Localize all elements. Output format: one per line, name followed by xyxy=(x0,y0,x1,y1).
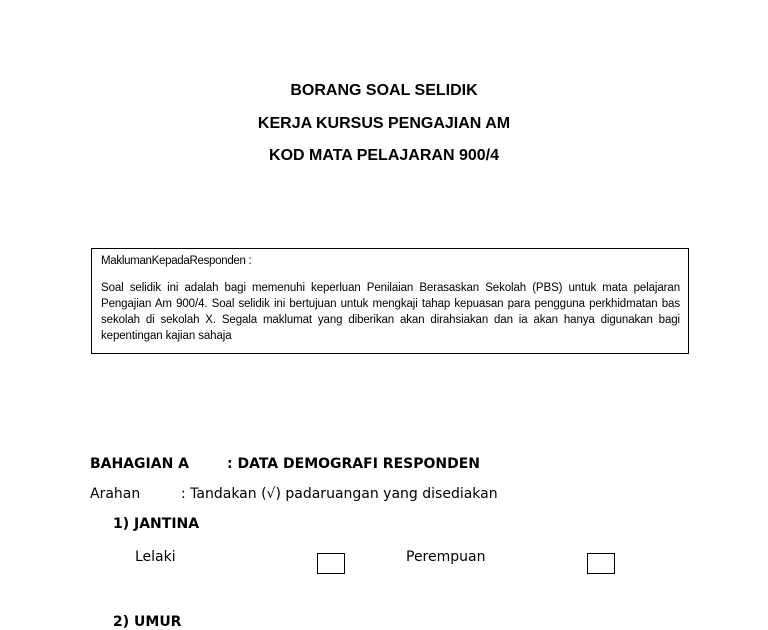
notice-body: Soal selidik ini adalah bagi memenuhi keperluan Penilaian Berasaskan Sekolah (PBS) untuk mata pelajaran Pengajian Am 900/4. Soal selidik ini bertujuan untuk mengkaji tahap kepuasan para pengguna perkhidmatan bas sekolah di sekolah X. Segala maklumat yang diberikan akan dirahsiakan dan ia akan hanya digunakan bagi kepentingan kajian sahaja xyxy=(101,282,680,342)
question-umur: 2) UMUR xyxy=(113,614,182,630)
section-a-label: BAHAGIAN A xyxy=(90,456,190,472)
section-a-heading xyxy=(90,456,480,472)
instruction-line xyxy=(90,486,498,502)
instruction-label: Arahan xyxy=(90,486,141,502)
notice-heading: MaklumanKepadaResponden : xyxy=(101,255,252,267)
checkbox-lelaki[interactable] xyxy=(317,553,345,574)
checkbox-perempuan[interactable] xyxy=(587,553,615,574)
respondent-notice-box xyxy=(91,248,689,354)
subject-code: KOD MATA PELAJARAN 900/4 xyxy=(269,147,499,164)
question-jantina: 1) JANTINA xyxy=(113,516,200,532)
form-title: BORANG SOAL SELIDIK xyxy=(290,82,478,99)
form-subtitle: KERJA KURSUS PENGAJIAN AM xyxy=(257,115,511,132)
section-a-title: : DATA DEMOGRAFI RESPONDEN xyxy=(227,456,480,472)
instruction-text: : Tandakan (√) padaruangan yang disediakan xyxy=(181,486,498,502)
option-perempuan-label: Perempuan xyxy=(406,549,486,565)
option-lelaki-label: Lelaki xyxy=(135,549,176,565)
